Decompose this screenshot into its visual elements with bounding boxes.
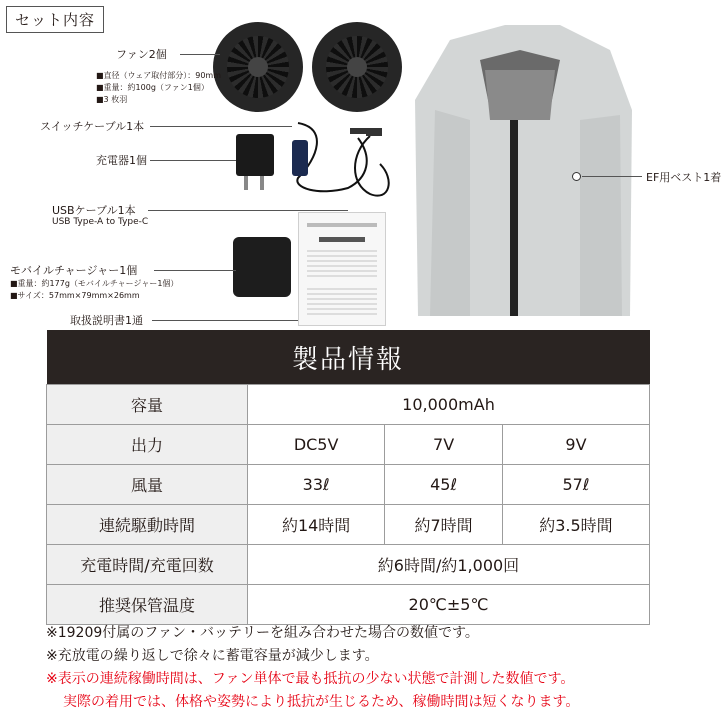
vest-photo bbox=[410, 20, 638, 316]
usb-cable-sub: USB Type-A to Type-C bbox=[52, 217, 149, 227]
spec-label-output: 出力 bbox=[47, 425, 248, 465]
spec-value-output-3: 9V bbox=[502, 425, 649, 465]
charger-label: 充電器1個 bbox=[96, 154, 147, 167]
notes-block bbox=[46, 622, 579, 714]
spec-label-capacity: 容量 bbox=[47, 385, 248, 425]
usb-cable-leader-line bbox=[148, 210, 348, 211]
set-contents-tag: セット内容 bbox=[6, 6, 104, 33]
spec-label-storage: 推奨保管温度 bbox=[47, 585, 248, 625]
manual-photo bbox=[298, 212, 386, 326]
usb-cable-label: USBケーブル1本 bbox=[52, 204, 136, 217]
fan-spec-diameter: ■直径（ウェア取付部分）：90mm bbox=[96, 71, 222, 80]
spec-value-output-1: DC5V bbox=[248, 425, 385, 465]
fan-label: ファン2個 bbox=[116, 48, 167, 61]
fan-leader-line bbox=[180, 54, 220, 55]
spec-value-output-2: 7V bbox=[385, 425, 503, 465]
spec-value-airflow-3: 57ℓ bbox=[502, 465, 649, 505]
spec-value-storage: 20℃±5℃ bbox=[248, 585, 650, 625]
spec-label-runtime: 連続駆動時間 bbox=[47, 505, 248, 545]
charger-photo bbox=[236, 134, 276, 194]
spec-label-airflow: 風量 bbox=[47, 465, 248, 505]
spec-row-capacity bbox=[47, 385, 650, 425]
spec-value-runtime-1: 約14時間 bbox=[248, 505, 385, 545]
fan-spec-blades: ■3 枚羽 bbox=[96, 95, 128, 104]
note-runtime-warning-detail: 実際の着用では、体格や姿勢により抵抗が生じるため、稼働時間は短くなります。 bbox=[63, 694, 580, 710]
spec-label-charging: 充電時間/充電回数 bbox=[47, 545, 248, 585]
note-combination: ※19209付属のファン・バッテリーを組み合わせた場合の数値です。 bbox=[46, 625, 479, 641]
spec-row-storage bbox=[47, 585, 650, 625]
fan-photo-right bbox=[312, 22, 402, 112]
vest-label: EF用ベスト1着 bbox=[646, 171, 722, 184]
usb-cable-photo bbox=[340, 124, 400, 204]
fan-photo-left bbox=[213, 22, 303, 112]
mobile-charger-spec-size: ■サイズ：57mm×79mm×26mm bbox=[10, 291, 140, 300]
note-runtime-warning: ※表示の連続稼働時間は、ファン単体で最も抵抗の少ない状態で計測した数値です。 bbox=[46, 671, 575, 687]
spec-table-title: 製品情報 bbox=[47, 330, 650, 385]
spec-row-runtime bbox=[47, 505, 650, 545]
manual-label: 取扱説明書1通 bbox=[70, 314, 143, 327]
manual-leader-line bbox=[152, 320, 298, 321]
mobile-charger-photo bbox=[233, 237, 291, 297]
spec-value-airflow-1: 33ℓ bbox=[248, 465, 385, 505]
note-capacity-decrease: ※充放電の繰り返しで徐々に蓄電容量が減少します。 bbox=[46, 648, 379, 664]
spec-value-airflow-2: 45ℓ bbox=[385, 465, 503, 505]
spec-value-runtime-3: 約3.5時間 bbox=[502, 505, 649, 545]
spec-value-capacity: 10,000mAh bbox=[248, 385, 650, 425]
charger-leader-line bbox=[150, 160, 236, 161]
spec-value-runtime-2: 約7時間 bbox=[385, 505, 503, 545]
spec-row-output bbox=[47, 425, 650, 465]
spec-table bbox=[46, 330, 650, 625]
vest-pointer-dot bbox=[572, 172, 581, 181]
spec-row-airflow bbox=[47, 465, 650, 505]
switch-cable-label: スイッチケーブル1本 bbox=[40, 120, 145, 133]
mobile-charger-spec-weight: ■重量：約177g（モバイルチャージャー1個） bbox=[10, 279, 179, 288]
switch-cable-leader-line bbox=[150, 126, 292, 127]
vest-leader-line bbox=[582, 176, 642, 177]
mobile-charger-leader-line bbox=[154, 270, 236, 271]
fan-spec-weight: ■重量：約100g（ファン1個） bbox=[96, 83, 209, 92]
mobile-charger-label: モバイルチャージャー1個 bbox=[10, 264, 138, 277]
spec-value-charging: 約6時間/約1,000回 bbox=[248, 545, 650, 585]
spec-row-charging bbox=[47, 545, 650, 585]
